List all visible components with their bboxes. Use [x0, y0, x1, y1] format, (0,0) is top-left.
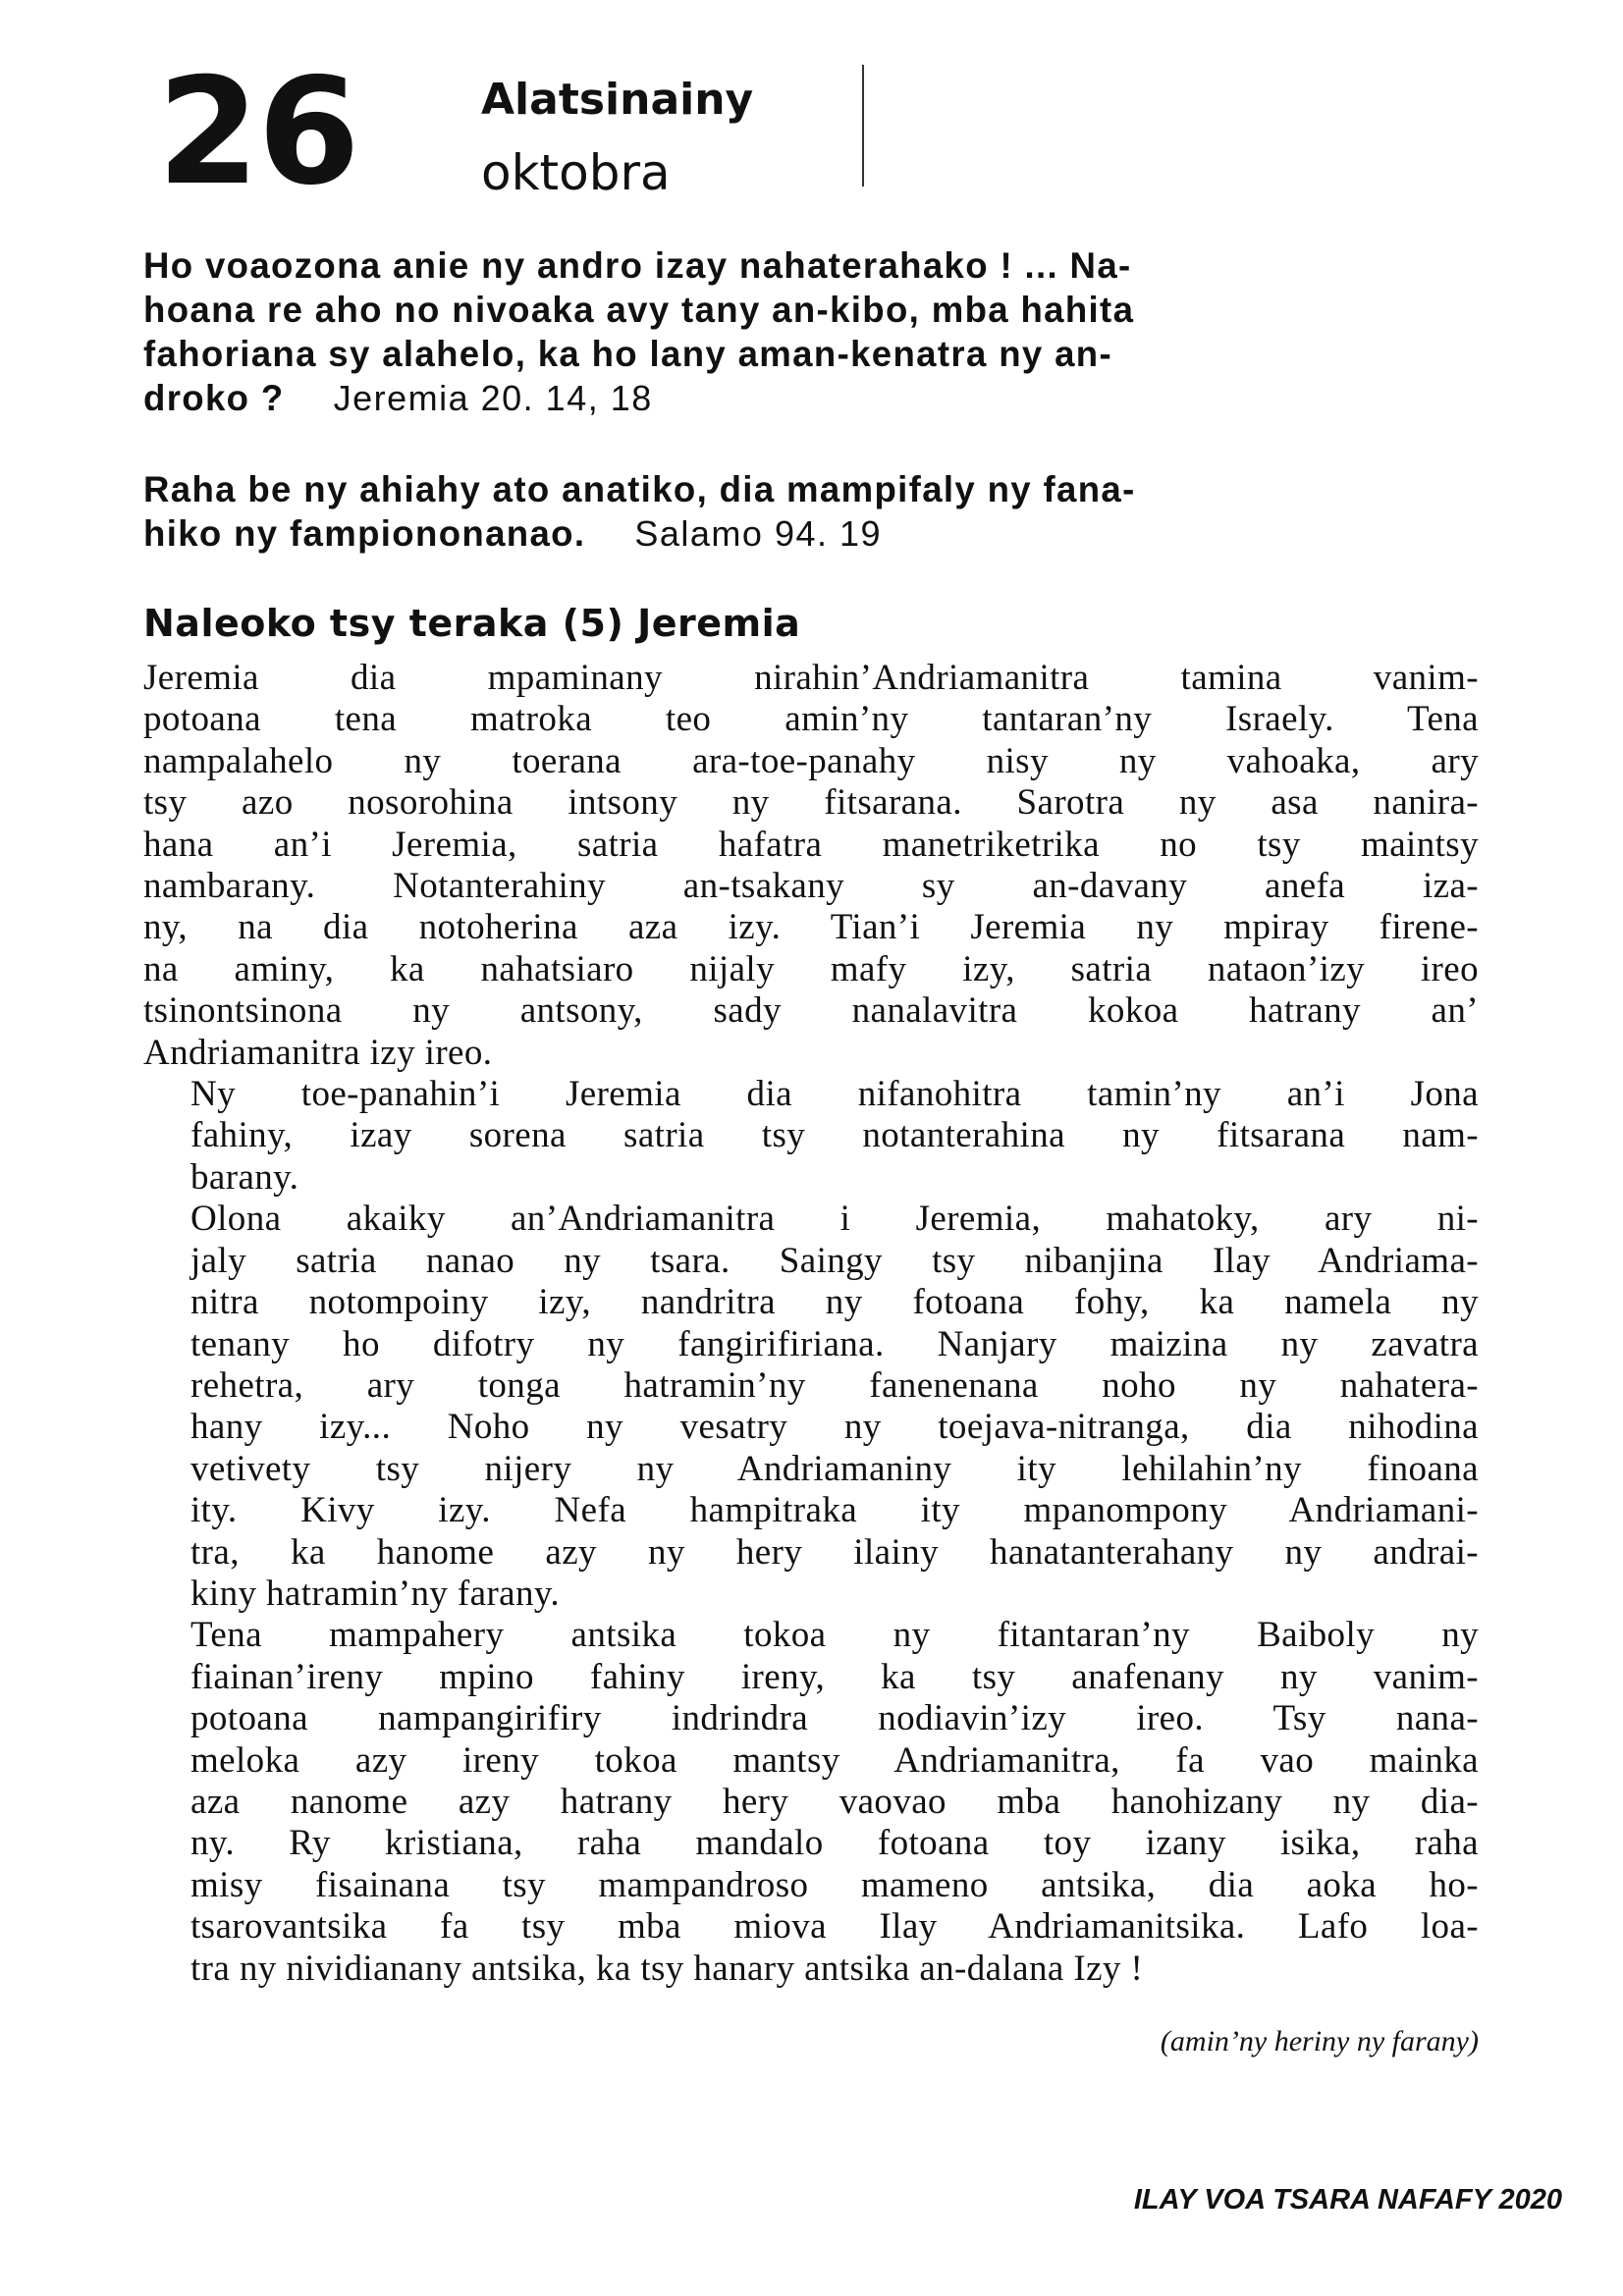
verse-text: droko ?	[143, 378, 285, 418]
paragraph-line: nitra notompoiny izy, nandritra ny fotoana fohy, ka namela ny	[190, 1282, 1479, 1323]
paragraph	[143, 1074, 1479, 1199]
weekday: Alatsinainy	[481, 75, 754, 125]
paragraph-line: hany izy... Noho ny vesatry ny toejava-nitranga, dia nihodina	[190, 1407, 1479, 1448]
paragraph-line: nambarany. Notanterahiny an-tsakany sy an-davany anefa iza-	[143, 866, 1479, 907]
paragraph-line: aza nanome azy hatrany hery vaovao mba hanohizany ny dia-	[190, 1781, 1479, 1822]
paragraph-line: misy fisainana tsy mampandroso mameno antsika, dia aoka ho-	[190, 1864, 1479, 1905]
paragraph-line: ity. Kivy izy. Nefa hampitraka ity mpanompony Andriamani-	[190, 1490, 1479, 1531]
month: oktobra	[481, 144, 671, 201]
paragraph-line: potoana nampangirifiry indrindra nodiavin’izy ireo. Tsy nana-	[190, 1698, 1479, 1739]
paragraph-line: barany.	[190, 1156, 299, 1198]
paragraph-line: tra ny nividianany antsika, ka tsy hanary antsika an-dalana Izy !	[190, 1948, 1144, 1989]
paragraph-line: tsinontsinona ny antsony, sady nanalavitra kokoa hatrany an’	[143, 990, 1479, 1032]
paragraph-line: Jeremia dia mpaminany nirahin’Andriamanitra tamina vanim-	[143, 658, 1479, 698]
paragraph-line: tsarovantsika fa tsy mba miova Ilay Andriamanitsika. Lafo loa-	[190, 1906, 1479, 1948]
paragraph-line: Ny toe-panahin’i Jeremia dia nifanohitra tamin’ny an’i Jona	[190, 1074, 1479, 1115]
paragraph-line: hana an’i Jeremia, satria hafatra manetriketrika no tsy maintsy	[143, 824, 1479, 865]
paragraph-line: fahiny, izay sorena satria tsy notanterahina ny fitsarana nam-	[190, 1115, 1479, 1156]
footer-publication: ILAY VOA TSARA NAFAFY 2020	[1133, 2184, 1562, 2216]
verse-reference: Salamo 94. 19	[634, 513, 883, 554]
verse-text: hiko ny fampiononanao.	[143, 513, 586, 554]
verse-text: Ho voaozona anie ny andro izay nahaterahako ! ... Na-	[143, 245, 1132, 286]
verse-text: Raha be ny ahiahy ato anatiko, dia mampifaly ny fana-	[143, 469, 1136, 509]
body-text	[143, 658, 1479, 1990]
verse-salamo	[143, 467, 1479, 556]
paragraph-line: nampalahelo ny toerana ara-toe-panahy nisy ny vahoaka, ary	[143, 740, 1479, 781]
day-number: 26	[157, 47, 358, 218]
paragraph	[143, 1615, 1479, 1990]
verse-text: hoana re aho no nivoaka avy tany an-kibo, mba hahita	[143, 290, 1135, 330]
paragraph-line: rehetra, ary tonga hatramin’ny fanenenana noho ny nahatera-	[190, 1364, 1479, 1406]
verse-reference: Jeremia 20. 14, 18	[333, 378, 653, 418]
paragraph-line: na aminy, ka nahatsiaro nijaly mafy izy, satria nataon’izy ireo	[143, 948, 1479, 989]
paragraph-line: Olona akaiky an’Andriamanitra i Jeremia, mahatoky, ary ni-	[190, 1199, 1479, 1240]
paragraph-line: vetivety tsy nijery ny Andriamaniny ity lehilahin’ny finoana	[190, 1448, 1479, 1489]
paragraph-line: potoana tena matroka teo amin’ny tantaran’ny Israely. Tena	[143, 699, 1479, 740]
paragraph	[143, 658, 1479, 1074]
paragraph-line: tenany ho difotry ny fangirifiriana. Nanjary maizina ny zavatra	[190, 1323, 1479, 1364]
paragraph-line: Tena mampahery antsika tokoa ny fitantaran’ny Baiboly ny	[190, 1615, 1479, 1656]
verse-text: fahoriana sy alahelo, ka ho lany aman-kenatra ny an-	[143, 334, 1113, 374]
date-header	[157, 47, 923, 218]
paragraph-line: tsy azo nosorohina intsony ny fitsarana. Sarotra ny asa nanira-	[143, 782, 1479, 824]
paragraph	[143, 1199, 1479, 1615]
paragraph-line: jaly satria nanao ny tsara. Saingy tsy nibanjina Ilay Andriama-	[190, 1240, 1479, 1281]
paragraph-line: tra, ka hanome azy ny hery ilainy hanatanterahany ny andrai-	[190, 1531, 1479, 1573]
paragraph-line: kiny hatramin’ny farany.	[190, 1573, 561, 1614]
paragraph-line: fiainan’ireny mpino fahiny ireny, ka tsy anafenany ny vanim-	[190, 1656, 1479, 1697]
continuation-note: (amin’ny heriny ny farany)	[1160, 2025, 1479, 2057]
paragraph-line: ny, na dia notoherina aza izy. Tian’i Jeremia ny mpiray firene-	[143, 907, 1479, 948]
paragraph-line: meloka azy ireny tokoa mantsy Andriamanitra, fa vao mainka	[190, 1739, 1479, 1781]
header-divider	[862, 65, 864, 187]
paragraph-line: Andriamanitra izy ireo.	[143, 1032, 493, 1073]
section-title: Naleoko tsy teraka (5) Jeremia	[143, 602, 801, 645]
paragraph-line: ny. Ry kristiana, raha mandalo fotoana toy izany isika, raha	[190, 1823, 1479, 1864]
verse-jeremia	[143, 243, 1479, 420]
